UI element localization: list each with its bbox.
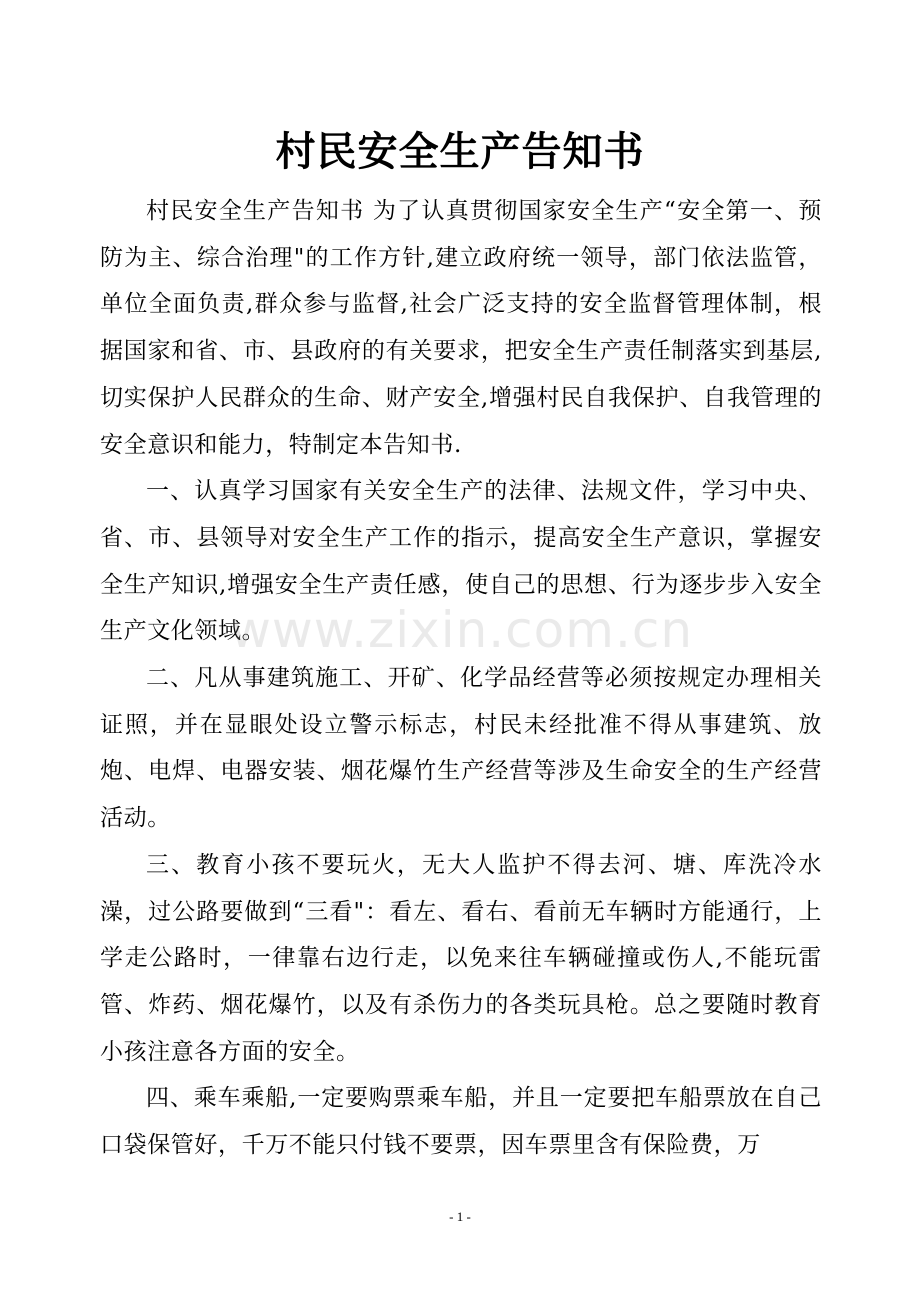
paragraph-item-2: 二、凡从事建筑施工、开矿、化学品经营等必须按规定办理相关证照，并在显眼处设立警示标志，村民未经批准不得从事建筑、放炮、电焊、电器安装、烟花爆竹生产经营等涉及生命安全的生产经营活动。 [100,665,822,832]
page-number: - 1 - [449,1209,471,1224]
paragraph-intro: 村民安全生产告知书 为了认真贯彻国家安全生产“安全第一、预防为主、综合治理"的工作方针,建立政府统一领导，部门依法监管，单位全面负责,群众参与监督,社会广泛支持的安全监督管理体制，根据国家和省、市、县政府的有关要求，把安全生产责任制落实到基层,切实保护人民群众的生命、财产安全,增强村民自我保护、自我管理的安全意识和能力，特制定本告知书. [100,198,822,458]
paragraph-item-3: 三、教育小孩不要玩火，无大人监护不得去河、塘、库洗冷水澡，过公路要做到“三看"：看左、看右、看前无车辆时方能通行，上学走公路时，一律靠右边行走，以免来往车辆碰撞或伤人,不能玩雷管、炸药、烟花爆竹，以及有杀伤力的各类玩具枪。总之要随时教育小孩注意各方面的安全。 [100,851,822,1065]
paragraph-item-4: 四、乘车乘船,一定要购票乘车船，并且一定要把车船票放在自己口袋保管好，千万不能只付钱不要票，因车票里含有保险费，万 [100,1085,822,1159]
document-body [100,188,822,1169]
watermark: www.zixin.com.cn [230,601,694,659]
paragraph-item-1: 一、认真学习国家有关安全生产的法律、法规文件，学习中央、省、市、县领导对安全生产工作的指示，提高安全生产意识，掌握安全生产知识,增强安全生产责任感，使自己的思想、行为逐步步入安全生产文化领域。 [100,478,822,645]
document-title: 村民安全生产告知书 [275,128,645,175]
